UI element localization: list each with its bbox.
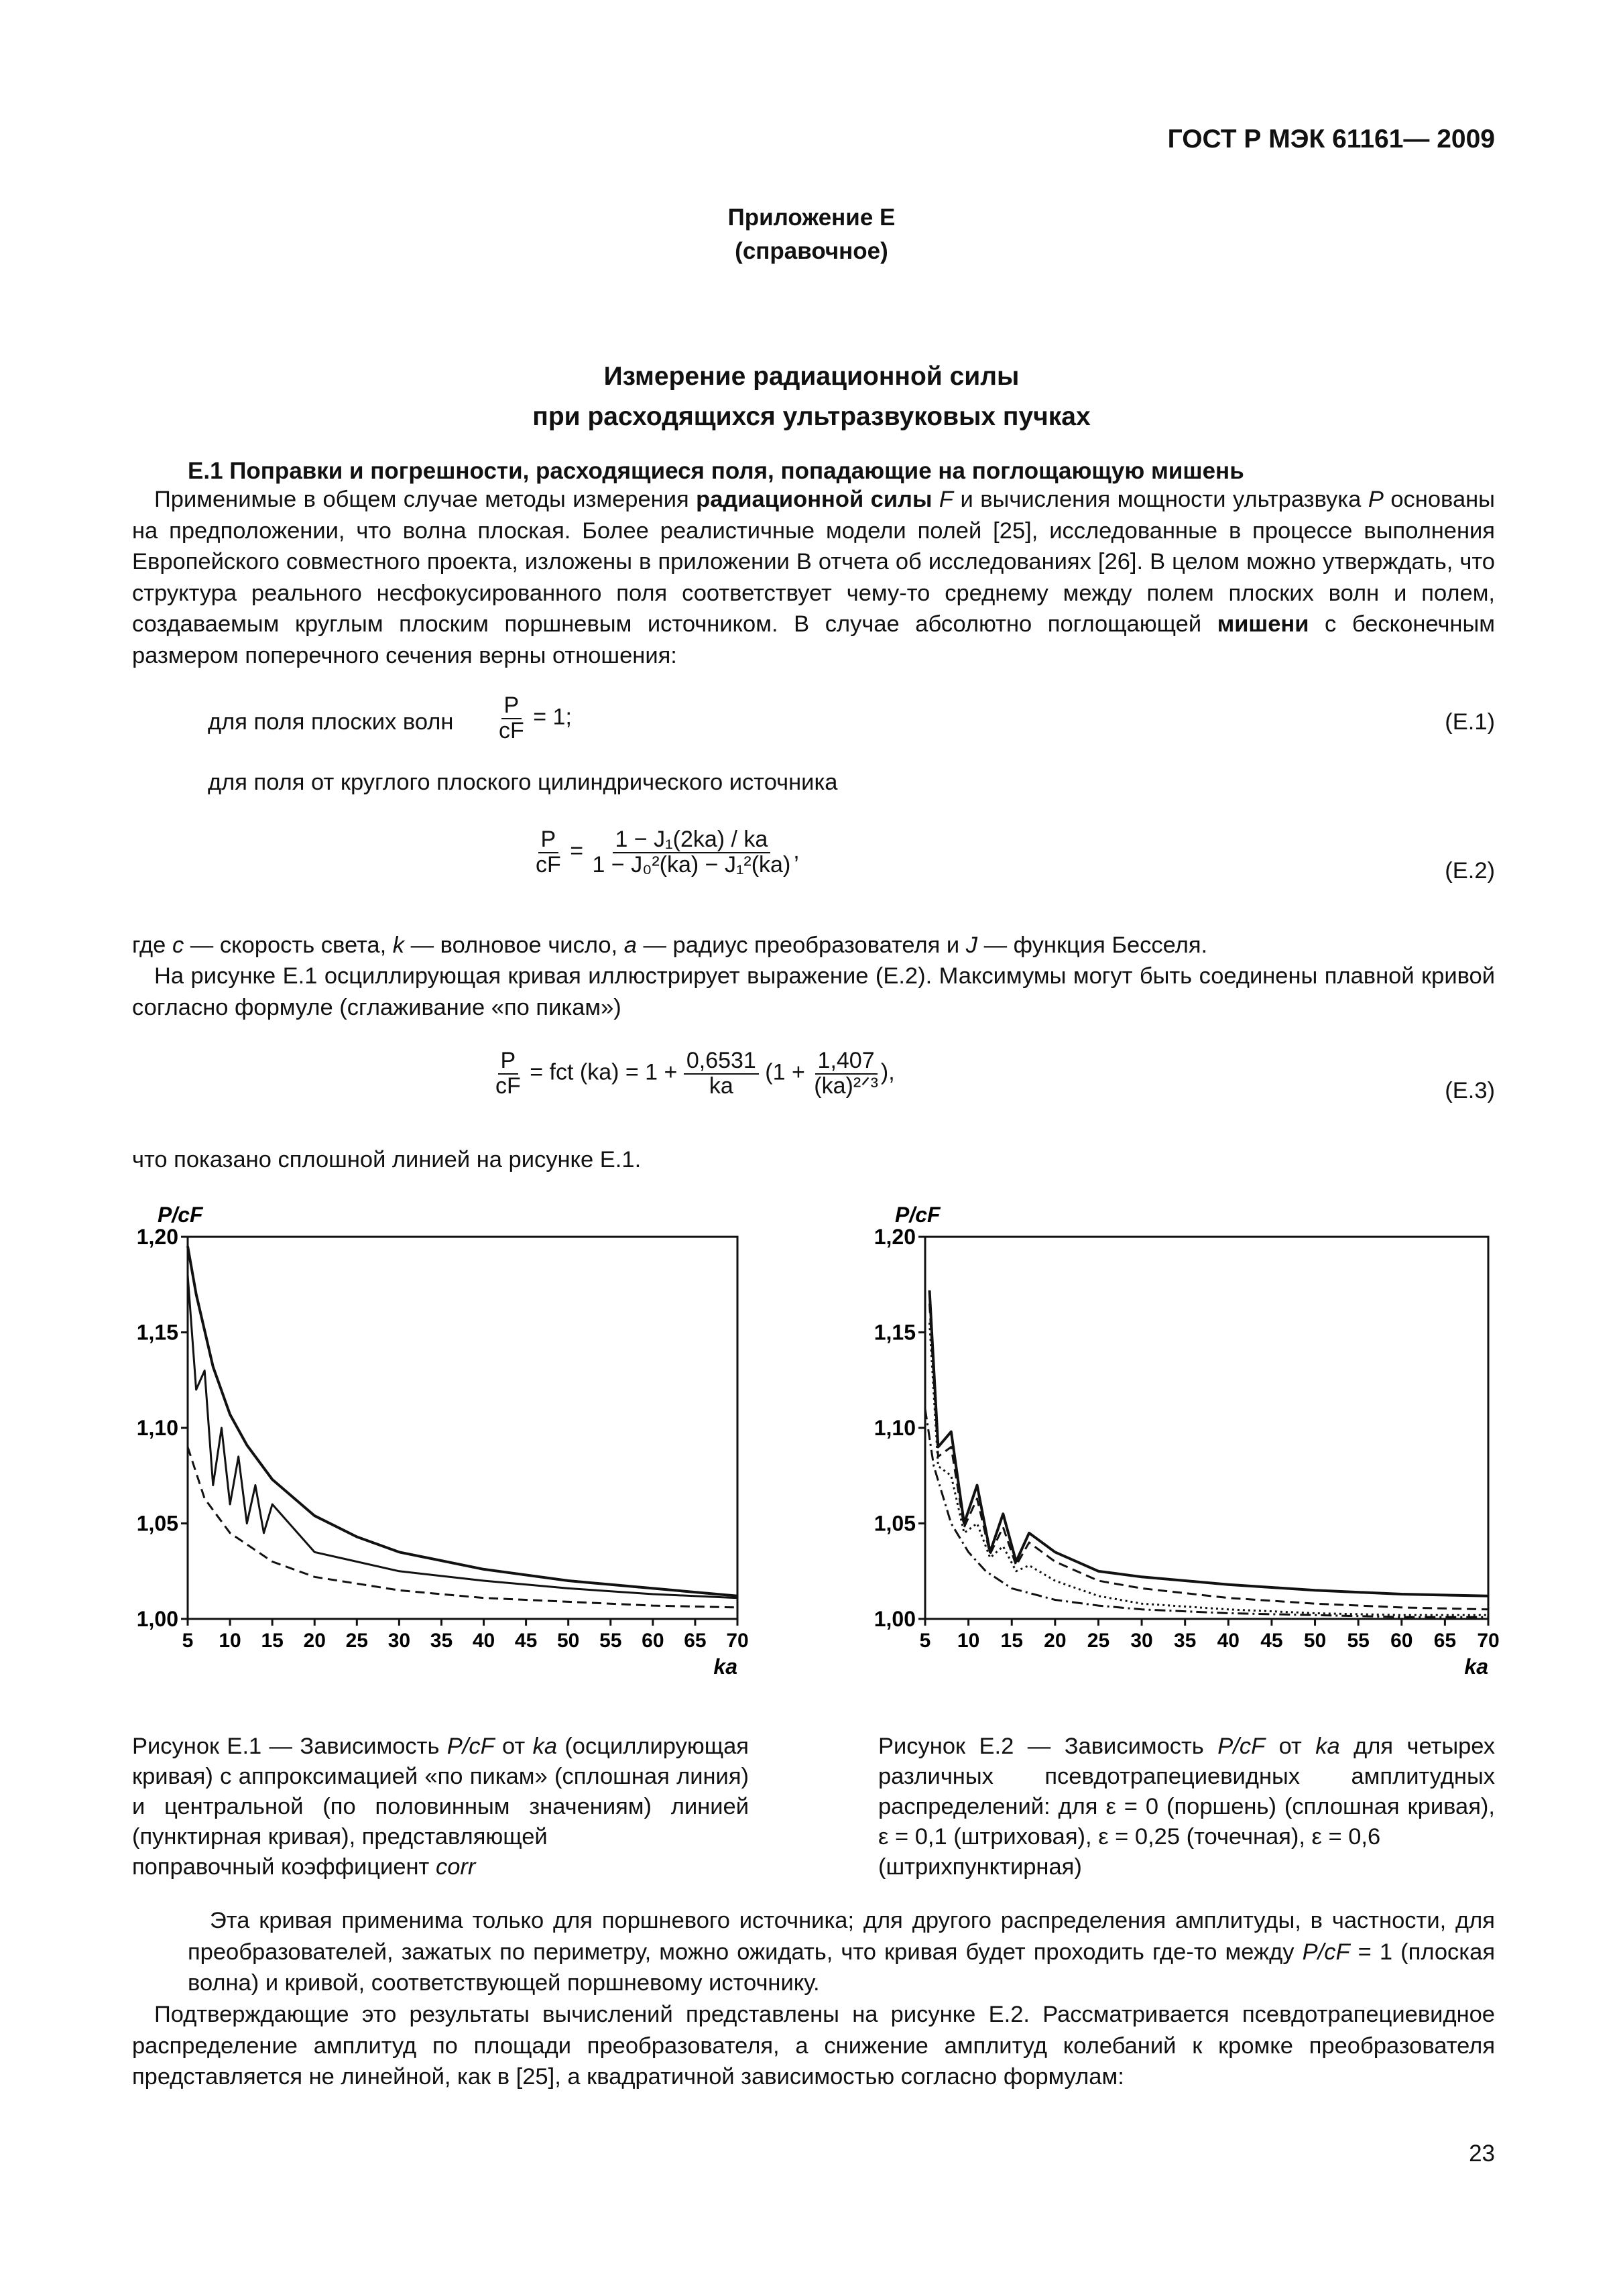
x-tick-label: 30 <box>1130 1630 1153 1652</box>
series-line-dash-dot <box>925 1409 1488 1618</box>
figure-e2-chart <box>845 1190 1500 1713</box>
x-tick-label: 50 <box>557 1630 580 1652</box>
y-tick-label: 1,10 <box>874 1416 916 1440</box>
page-number: 23 <box>1469 2140 1495 2167</box>
paragraph-solid-line: что показано сплошной линией на рисунке Е.1. <box>132 1147 642 1172</box>
plot-frame <box>925 1237 1488 1619</box>
y-tick-label: 1,15 <box>874 1320 916 1345</box>
x-tick-label: 10 <box>957 1630 980 1652</box>
paragraph-figure-ref: На рисунке Е.1 осциллирующая кривая иллюстрирует выражение (Е.2). Максимумы могут быть соединены плавной кривой согласно формуле (сглаживание «по пикам») <box>132 963 1495 1020</box>
equation-e3: $\frac{P}{cF}$ = fct (ka) = 1 + $\frac{0,6531}{ka}$ (1 + $\frac{1,407}{\text{(ka)²ᐟ³}}$ ), <box>495 1048 895 1099</box>
equation-e2: $\frac{P}{cF}$ = $\frac{\text{1 − J₁(2ka) / ka}}{\text{1 − J₀²(ka) − J₁²(ka)}}$ , <box>536 827 800 878</box>
y-axis-label: P/cF <box>895 1203 941 1227</box>
x-tick-label: 20 <box>303 1630 326 1652</box>
y-tick-label: 1,20 <box>874 1225 916 1249</box>
paragraph-intro: Применимые в общем случае методы измерения радиационной силы F и вычисления мощности ультразвука P основаны на предположении, что волна плоская. Более реалистичные модели полей [25], исследованные в процессе выполнения Европейского совместного проекта, изложены в приложении В отчета об исследованиях [26]. В целом можно утверждать, что структура реального несфокусированного поля соответствует чему-то среднему между полем плоских волн и полем, создаваемым круглым плоским поршневым источником. В случае абсолютно поглощающей мишени с бесконечным размером поперечного сечения верны отношения: <box>132 487 1495 668</box>
y-tick-label: 1,20 <box>136 1225 178 1249</box>
x-tick-label: 45 <box>514 1630 538 1652</box>
x-axis-label: ka <box>1464 1654 1488 1679</box>
annex-title <box>0 357 1623 437</box>
annex-title-line1: Измерение радиационной силы <box>603 362 1020 391</box>
x-tick-label: 25 <box>1087 1630 1110 1652</box>
y-tick-label: 1,10 <box>136 1416 178 1440</box>
x-tick-label: 55 <box>599 1630 622 1652</box>
y-tick-label: 1,05 <box>136 1511 178 1536</box>
figure-e2-caption: Рисунок Е.2 — Зависимость P/cF от ka для четырех различных псевдотрапециевидных амплитудных распределений: для ε = 0 (поршень) (сплошная кривая), ε = 0,1 (штриховая), ε = 0,25 (точечная), ε = 0,6 (штрихпунктирная) <box>878 1734 1495 1880</box>
x-tick-label: 15 <box>261 1630 284 1652</box>
y-tick-label: 1,00 <box>136 1607 178 1631</box>
annex-title-line2: при расходящихся ультразвуковых пучках <box>532 402 1091 431</box>
figure-e1-chart <box>107 1190 749 1713</box>
eq3-number: (Е.3) <box>1445 1078 1495 1103</box>
x-tick-label: 20 <box>1044 1630 1067 1652</box>
x-tick-label: 65 <box>684 1630 707 1652</box>
x-tick-label: 60 <box>1390 1630 1413 1652</box>
eq2-intro: для поля от круглого плоского цилиндрического источника <box>208 770 838 795</box>
document-header: ГОСТ Р МЭК 61161— 2009 <box>1167 125 1495 154</box>
x-tick-label: 30 <box>387 1630 411 1652</box>
equation-e1: $\frac{P}{cF}$ = 1; <box>499 692 572 743</box>
x-tick-label: 50 <box>1303 1630 1327 1652</box>
paragraph-piston: Эта кривая применима только для поршневого источника; для другого распределения амплитуды, в частности, для преобразователей, зажатых по периметру, можно ожидать, что кривая будет проходить где-то между P/cF = 1 (плоская волна) и кривой, соответствующей поршневому источнику. <box>188 1908 1495 1996</box>
series-line-solid <box>930 1290 1489 1596</box>
x-tick-label: 10 <box>219 1630 241 1652</box>
eq1-label: для поля плоских волн <box>208 709 454 735</box>
x-tick-label: 15 <box>1000 1630 1023 1652</box>
y-tick-label: 1,15 <box>136 1320 178 1345</box>
paragraph-confirm: Подтверждающие это результаты вычислений представлены на рисунке Е.2. Рассматривается псевдотрапециевидное распределение амплитуд по площади преобразователя, а снижение амплитуд колебаний к кромке преобразователя представляется не линейной, как в [25], а квадратичной зависимостью согласно формулам: <box>132 2002 1495 2090</box>
x-tick-label: 40 <box>1217 1630 1240 1652</box>
appendix-heading <box>0 201 1623 268</box>
x-axis-label: ka <box>713 1654 737 1679</box>
plot-frame <box>188 1237 737 1619</box>
x-tick-label: 5 <box>919 1630 931 1652</box>
eq2-number: (Е.2) <box>1445 858 1495 884</box>
x-tick-label: 55 <box>1347 1630 1370 1652</box>
x-tick-label: 40 <box>472 1630 495 1652</box>
x-tick-label: 25 <box>345 1630 368 1652</box>
x-tick-label: 35 <box>430 1630 453 1652</box>
series-line-dashed <box>930 1304 1489 1610</box>
figure-e1-caption: Рисунок Е.1 — Зависимость P/cF от ka (осциллирующая кривая) с аппроксимацией «по пикам» (сплошная линия) и центральной (по половинным значениям) линией (пунктирная кривая), представляющей поправочный коэффициент corr <box>132 1734 749 1880</box>
section-title: Е.1 Поправки и погрешности, расходящиеся поля, попадающие на поглощающую мишень <box>188 458 1244 484</box>
appendix-type: (справочное) <box>735 238 888 264</box>
y-tick-label: 1,05 <box>874 1511 916 1536</box>
series-line-solid <box>188 1246 737 1596</box>
x-tick-label: 60 <box>642 1630 664 1652</box>
eq1-number: (Е.1) <box>1445 709 1495 735</box>
appendix-label: Приложение Е <box>727 204 896 231</box>
x-tick-label: 70 <box>1477 1630 1500 1652</box>
x-tick-label: 70 <box>726 1630 749 1652</box>
x-tick-label: 5 <box>182 1630 194 1652</box>
y-axis-label: P/cF <box>158 1203 203 1227</box>
x-tick-label: 65 <box>1433 1630 1457 1652</box>
y-tick-label: 1,00 <box>874 1607 916 1631</box>
x-tick-label: 45 <box>1260 1630 1283 1652</box>
series-line-dashed <box>188 1447 737 1608</box>
x-tick-label: 35 <box>1174 1630 1197 1652</box>
series-line-solid-oscillating <box>188 1275 737 1598</box>
series-line-dotted <box>930 1323 1489 1615</box>
paragraph-where: где c — скорость света, k — волновое число, a — радиус преобразователя и J — функция Бесселя. <box>132 932 1208 958</box>
